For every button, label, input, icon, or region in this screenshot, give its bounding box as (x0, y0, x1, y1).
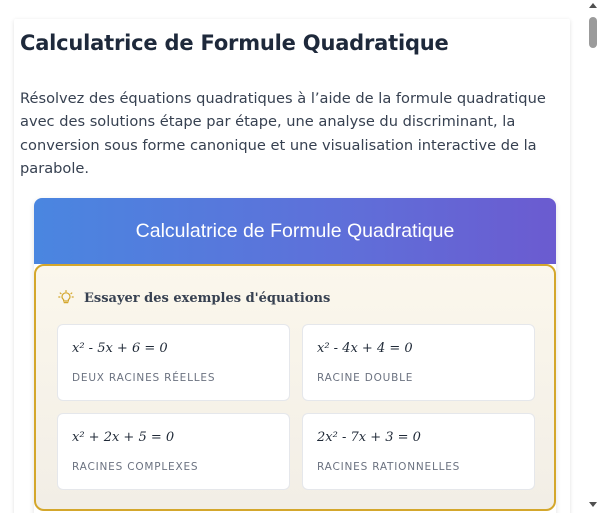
example-card-rational-roots[interactable] (302, 413, 535, 490)
quadratic-calculator-widget (34, 198, 556, 513)
widget-title: Calculatrice de Formule Quadratique (135, 219, 455, 242)
content-card (14, 19, 570, 513)
scroll-up-arrow-icon[interactable] (589, 3, 597, 8)
widget-header (34, 198, 556, 264)
vertical-scrollbar[interactable] (586, 0, 600, 513)
examples-panel (34, 264, 556, 511)
example-equation: x² - 5x + 6 = 0 (72, 341, 168, 356)
example-card-complex-roots[interactable] (57, 413, 290, 490)
example-card-two-real-roots[interactable] (57, 324, 290, 401)
example-label: RACINE DOUBLE (317, 372, 414, 384)
example-label: RACINES COMPLEXES (72, 461, 199, 473)
examples-header (58, 290, 330, 306)
example-equation: 2x² - 7x + 3 = 0 (317, 430, 421, 445)
scroll-down-arrow-icon[interactable] (589, 502, 597, 507)
example-equation: x² + 2x + 5 = 0 (72, 430, 175, 445)
example-label: RACINES RATIONNELLES (317, 461, 461, 473)
intro-paragraph: Résolvez des équations quadratiques à l’aide de la formule quadratique avec des solutions étape par étape, une analyse du discriminant, la conversion sous forme canonique et une visualisation interactive de la parabole. (20, 90, 546, 178)
example-equation: x² - 4x + 4 = 0 (317, 341, 413, 356)
scrollbar-thumb[interactable] (589, 17, 597, 48)
example-card-double-root[interactable] (302, 324, 535, 401)
page-title: Calculatrice de Formule Quadratique (20, 31, 449, 55)
lightbulb-icon (58, 290, 74, 306)
example-label: DEUX RACINES RÉELLES (72, 372, 216, 384)
examples-title: Essayer des exemples d'équations (84, 290, 331, 306)
